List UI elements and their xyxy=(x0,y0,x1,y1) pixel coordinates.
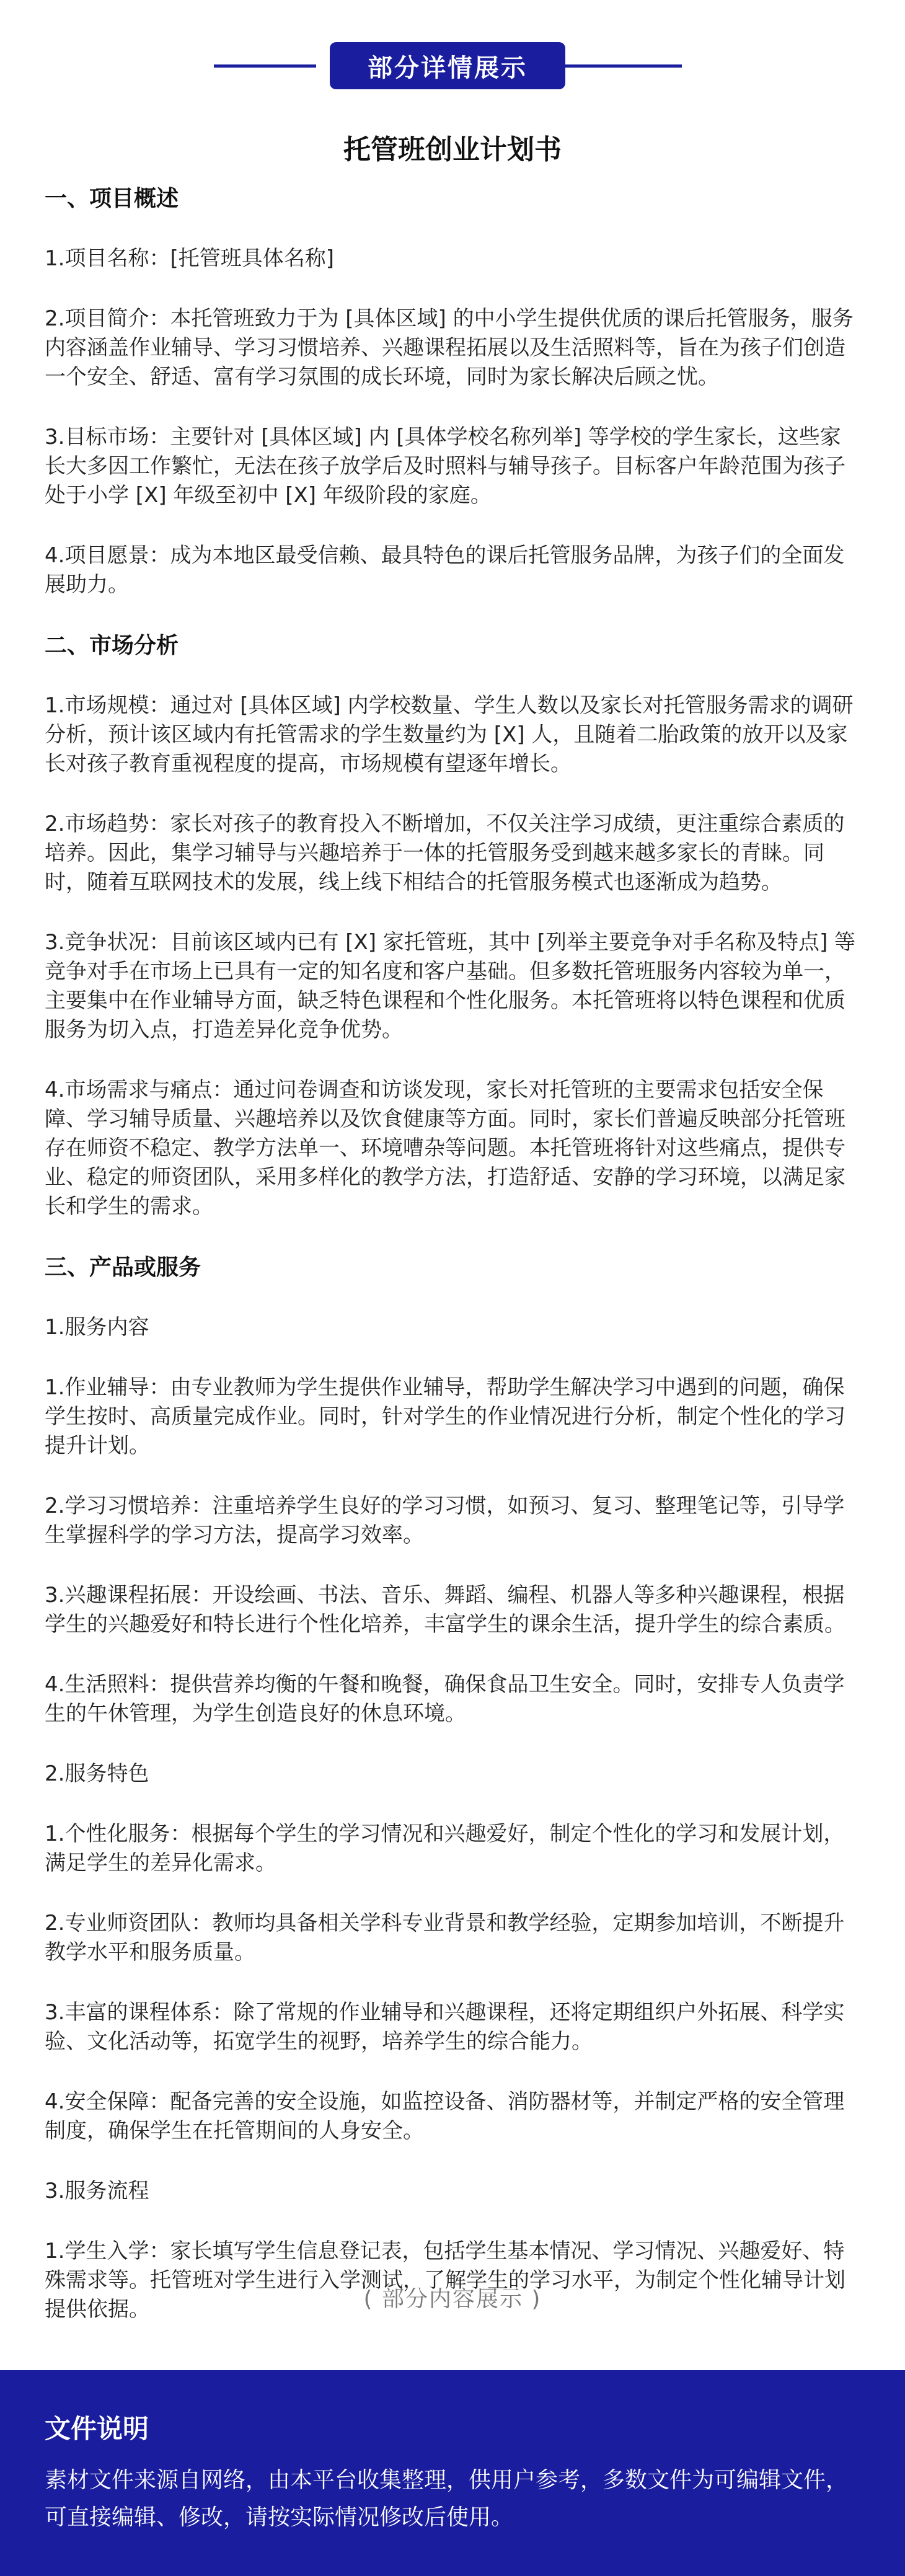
banner-divider-left xyxy=(214,64,316,68)
paragraph: 3.兴趣课程拓展：开设绘画、书法、音乐、舞蹈、编程、机器人等多种兴趣课程，根据学生的兴趣爱好和特长进行个性化培养，丰富学生的课余生活，提升学生的综合素质。 xyxy=(45,1583,845,1637)
section-heading: 一、项目概述 xyxy=(45,186,179,211)
banner-divider-right xyxy=(536,64,682,68)
paragraph: 4.项目愿景：成为本地区最受信赖、最具特色的课后托管服务品牌，为孩子们的全面发展助力。 xyxy=(45,543,845,597)
partial-content-note: ( 部分内容展示 ) xyxy=(363,2286,542,2312)
paragraph: 1.个性化服务：根据每个学生的学习情况和兴趣爱好，制定个性化的学习和发展计划，满足学生的差异化需求。 xyxy=(45,1821,845,1875)
banner-badge: 部分详情展示 xyxy=(330,42,565,89)
paragraph: 3.服务流程 xyxy=(45,2179,149,2203)
file-info-panel xyxy=(0,2370,905,2576)
paragraph: 4.市场需求与痛点：通过问卷调查和访谈发现，家长对托管班的主要需求包括安全保障、学习辅导质量、兴趣培养以及饮食健康等方面。同时，家长们普遍反映部分托管班存在师资不稳定、教学方法单一、环境嘈杂等问题。本托管班将针对这些痛点，提供专业、稳定的师资团队，采用多样化的教学方法，打造舒适、安静的学习环境，以满足家长和学生的需求。 xyxy=(45,1078,845,1219)
document-body xyxy=(45,184,857,2355)
file-info-title: 文件说明 xyxy=(45,2414,149,2444)
paragraph: 1.服务内容 xyxy=(45,1315,149,1340)
paragraph: 2.服务特色 xyxy=(45,1761,149,1786)
file-info-description: 素材文件来源自网络，由本平台收集整理，供用户参考，多数文件为可编辑文件，可直接编辑、修改，请按实际情况修改后使用。 xyxy=(45,2468,849,2530)
section-heading: 三、产品或服务 xyxy=(45,1255,201,1280)
paragraph: 3.丰富的课程体系：除了常规的作业辅导和兴趣课程，还将定期组织户外拓展、科学实验、文化活动等，拓宽学生的视野，培养学生的综合能力。 xyxy=(45,2000,845,2054)
paragraph: 1.作业辅导：由专业教师为学生提供作业辅导，帮助学生解决学习中遇到的问题，确保学生按时、高质量完成作业。同时，针对学生的作业情况进行分析，制定个性化的学习提升计划。 xyxy=(45,1375,845,1458)
paragraph: 2.项目简介：本托管班致力于为 [具体区域] 的中小学生提供优质的课后托管服务，服务内容涵盖作业辅导、学习习惯培养、兴趣课程拓展以及生活照料等，旨在为孩子们创造一个安全、舒适、富有学习氛围的成长环境，同时为家长解决后顾之忧。 xyxy=(45,306,854,389)
paragraph: 1.项目名称：[托管班具体名称] xyxy=(45,246,334,271)
paragraph: 3.目标市场：主要针对 [具体区域] 内 [具体学校名称列举] 等学校的学生家长，这些家长大多因工作繁忙，无法在孩子放学后及时照料与辅导孩子。目标客户年龄范围为孩子处于小学 [X] 年级至初中 [X] 年级阶段的家庭。 xyxy=(45,425,845,508)
paragraph: 1.学生入学：家长填写学生信息登记表，包括学生基本情况、学习情况、兴趣爱好、特殊需求等。托管班对学生进行入学测试，了解学生的学习水平，为制定个性化辅导计划提供依据。 xyxy=(45,2239,845,2322)
paragraph: 2.学习习惯培养：注重培养学生良好的学习习惯，如预习、复习、整理笔记等，引导学生掌握科学的学习方法，提高学习效率。 xyxy=(45,1494,845,1547)
paragraph: 4.安全保障：配备完善的安全设施，如监控设备、消防器材等，并制定严格的安全管理制度，确保学生在托管期间的人身安全。 xyxy=(45,2089,845,2143)
paragraph: 1.市场规模：通过对 [具体区域] 内学校数量、学生人数以及家长对托管服务需求的调研分析，预计该区域内有托管需求的学生数量约为 [X] 人，且随着二胎政策的放开以及家长对孩子教育重视程度的提高，市场规模有望逐年增长。 xyxy=(45,693,854,776)
paragraph: 4.生活照料：提供营养均衡的午餐和晚餐，确保食品卫生安全。同时，安排专人负责学生的午休管理，为学生创造良好的休息环境。 xyxy=(45,1672,845,1726)
paragraph: 2.专业师资团队：教师均具备相关学科专业背景和教学经验，定期参加培训，不断提升教学水平和服务质量。 xyxy=(45,1911,845,1965)
paragraph: 2.市场趋势：家长对孩子的教育投入不断增加，不仅关注学习成绩，更注重综合素质的培养。因此，集学习辅导与兴趣培养于一体的托管服务受到越来越多家长的青睐。同时，随着互联网技术的发展，线上线下相结合的托管服务模式也逐渐成为趋势。 xyxy=(45,812,845,895)
document-title: 托管班创业计划书 xyxy=(343,134,562,166)
paragraph: 3.竞争状况：目前该区域内已有 [X] 家托管班，其中 [列举主要竞争对手名称及特点] 等竞争对手在市场上已具有一定的知名度和客户基础。但多数托管班服务内容较为单一，主要集中在作业辅导方面，缺乏特色课程和个性化服务。本托管班将以特色课程和优质服务为切入点，打造差异化竞争优势。 xyxy=(45,930,856,1042)
section-banner xyxy=(0,41,905,91)
section-heading: 二、市场分析 xyxy=(45,633,179,658)
